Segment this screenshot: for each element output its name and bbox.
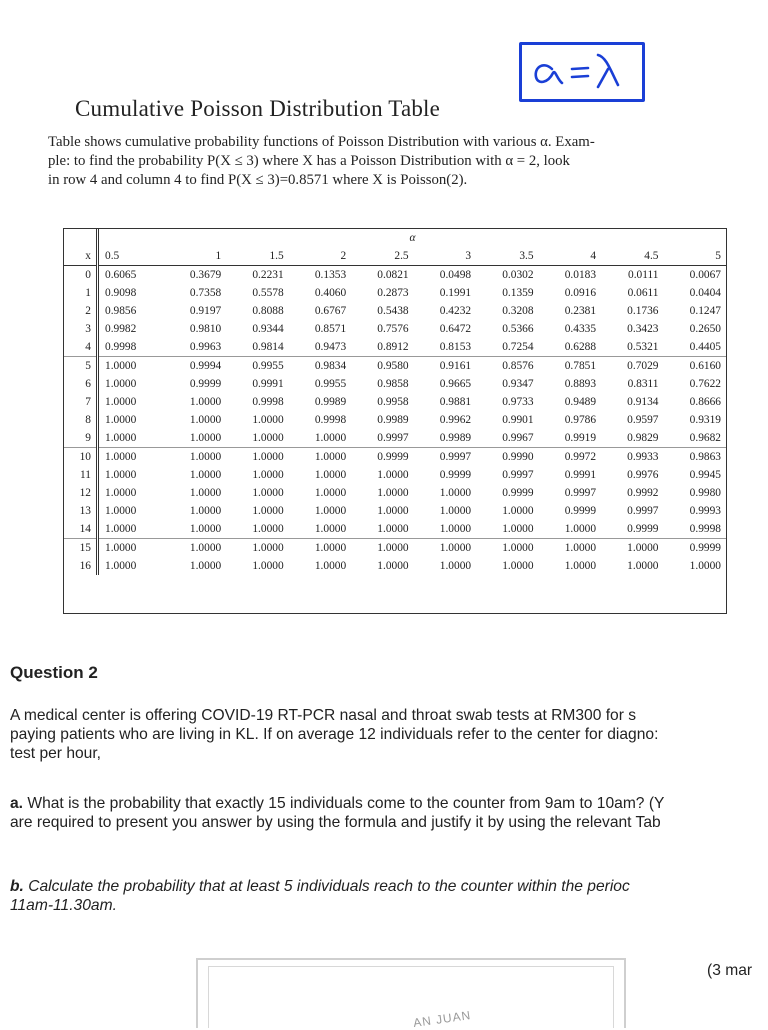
table-cell: 0.6160 (664, 357, 727, 376)
column-header: 1 (164, 247, 226, 266)
table-cell: 1.0000 (105, 487, 137, 499)
table-cell: 1.0000 (502, 560, 534, 572)
question-heading: Question 2 (10, 663, 98, 682)
table-cell: 0.0183 (564, 269, 597, 281)
table-cell: 0.9999 (502, 487, 534, 499)
table-cell: 0.9999 (564, 505, 597, 517)
table-cell: 1.0000 (189, 414, 222, 426)
table-cell: 0.0821 (377, 269, 409, 281)
question-part-a (10, 794, 768, 832)
table-row (64, 411, 726, 429)
table-cell: 0.2650 (689, 323, 721, 335)
table-cell: 0.6065 (105, 269, 137, 281)
table-row (64, 502, 726, 520)
table-cell: 0.9989 (314, 396, 347, 408)
table-cell: 0.9933 (601, 448, 663, 467)
table-title: Cumulative Poisson Distribution Table (75, 96, 441, 121)
table-cell: 0.9665 (439, 378, 472, 390)
table-cell: 0.9473 (314, 341, 347, 353)
table-row (64, 539, 726, 558)
table-cell: 0.5578 (252, 287, 284, 299)
table-cell: 0.9682 (689, 432, 721, 444)
table-cell: 1.0000 (564, 523, 597, 535)
table-cell: 0.9319 (689, 414, 721, 426)
table-cell: 1.0000 (189, 505, 222, 517)
table-cell: 0.9967 (502, 432, 534, 444)
table-cell: 0.9989 (439, 432, 472, 444)
table-cell: 1.0000 (601, 539, 663, 558)
table-cell: 1.0000 (314, 560, 347, 572)
table-cell: 1.0000 (189, 523, 222, 535)
table-cell: 1.0000 (105, 378, 137, 390)
column-header: 4 (539, 247, 601, 266)
row-x-value: 5 (64, 357, 98, 376)
poisson-table-container (63, 228, 727, 614)
row-x-value: 15 (64, 539, 98, 558)
table-cell: 0.0498 (439, 269, 472, 281)
row-x-value: 16 (64, 557, 98, 575)
table-cell: 1.0000 (314, 505, 347, 517)
table-cell: 0.8576 (476, 357, 538, 376)
table-cell: 0.8311 (627, 378, 659, 390)
table-cell: 0.9982 (105, 323, 137, 335)
row-x-value: 0 (64, 266, 98, 285)
row-x-value: 1 (64, 284, 98, 302)
table-cell: 0.9856 (105, 305, 137, 317)
table-cell: 1.0000 (314, 469, 347, 481)
column-header: 4.5 (601, 247, 663, 266)
table-cell: 0.5366 (502, 323, 534, 335)
table-cell: 0.9962 (439, 414, 472, 426)
handwritten-annotation-box (519, 42, 645, 102)
question-part-b (10, 877, 768, 915)
table-cell: 0.9976 (627, 469, 659, 481)
table-cell: 1.0000 (226, 539, 288, 558)
table-cell: 0.8153 (439, 341, 472, 353)
table-cell: 1.0000 (189, 560, 222, 572)
table-cell: 0.9998 (105, 341, 137, 353)
table-cell: 1.0000 (564, 560, 597, 572)
table-cell: 0.7254 (502, 341, 534, 353)
table-cell: 1.0000 (414, 539, 476, 558)
table-row (64, 466, 726, 484)
row-x-value: 6 (64, 375, 98, 393)
table-row (64, 557, 726, 575)
table-cell: 0.9993 (689, 505, 721, 517)
table-cell: 0.4060 (314, 287, 347, 299)
table-cell: 0.9994 (164, 357, 226, 376)
table-cell: 0.2873 (377, 287, 409, 299)
table-cell: 0.9991 (564, 469, 597, 481)
table-cell: 1.0000 (164, 539, 226, 558)
row-x-value: 7 (64, 393, 98, 411)
table-cell: 1.0000 (164, 448, 226, 467)
table-cell: 0.9347 (502, 378, 534, 390)
table-cell: 1.0000 (98, 539, 164, 558)
table-cell: 1.0000 (351, 539, 413, 558)
part-a-text: What is the probability that exactly 15 individuals come to the counter from 9am to 10am? (Y are required to present you answer by using the formula and justify it by using the relevant Tab (10, 795, 665, 831)
table-cell: 0.9881 (439, 396, 472, 408)
table-cell: 0.5321 (627, 341, 659, 353)
table-row (64, 284, 726, 302)
table-cell: 1.0000 (105, 414, 137, 426)
table-cell: 0.9489 (564, 396, 597, 408)
table-cell: 0.9858 (377, 378, 409, 390)
table-row (64, 448, 726, 467)
table-cell: 0.9997 (414, 448, 476, 467)
table-cell: 1.0000 (377, 560, 409, 572)
column-header: 2 (289, 247, 351, 266)
table-cell: 0.6767 (314, 305, 347, 317)
stamp-frame (196, 958, 626, 1028)
alpha-label: α (409, 232, 416, 244)
table-cell: 0.9945 (689, 469, 721, 481)
table-row (64, 266, 726, 285)
table-cell: 0.2231 (252, 269, 284, 281)
table-cell: 0.9989 (377, 414, 409, 426)
table-row (64, 375, 726, 393)
table-description: Table shows cumulative probability functions of Poisson Distribution with various α. Exam- ple: to find the probability P(X ≤ 3) where X has a Poisson Distribution with α = 2, look in row 4 and column 4 to find P(X ≤ 3)=0.8571 where X is Poisson(2). (48, 134, 595, 188)
table-row (64, 484, 726, 502)
table-cell: 0.8088 (252, 305, 284, 317)
column-header: 0.5 (98, 247, 164, 266)
table-cell: 0.8912 (377, 341, 409, 353)
table-cell: 0.8893 (564, 378, 597, 390)
table-cell: 1.0000 (98, 448, 164, 467)
table-cell: 0.8666 (689, 396, 721, 408)
table-cell: 1.0000 (377, 505, 409, 517)
table-cell: 0.0404 (689, 287, 721, 299)
table-cell: 1.0000 (439, 487, 472, 499)
table-cell: 0.7622 (689, 378, 721, 390)
table-cell: 0.3423 (627, 323, 659, 335)
table-cell: 0.8571 (314, 323, 347, 335)
table-row (64, 520, 726, 539)
row-x-value: 4 (64, 338, 98, 357)
table-cell: 0.9958 (377, 396, 409, 408)
table-row (64, 338, 726, 357)
table-cell: 0.9980 (689, 487, 721, 499)
table-cell: 1.0000 (252, 414, 284, 426)
table-cell: 1.0000 (252, 560, 284, 572)
row-x-value: 13 (64, 502, 98, 520)
table-cell: 1.0000 (98, 357, 164, 376)
table-body (64, 266, 726, 576)
table-cell: 0.9998 (252, 396, 284, 408)
table-cell: 1.0000 (105, 432, 137, 444)
table-cell: 0.9580 (351, 357, 413, 376)
x-label: x (64, 247, 98, 266)
table-cell: 1.0000 (105, 505, 137, 517)
column-header: 1.5 (226, 247, 288, 266)
table-cell: 1.0000 (539, 539, 601, 558)
table-cell: 0.9829 (627, 432, 659, 444)
column-header: 5 (664, 247, 727, 266)
table-cell: 0.5438 (377, 305, 409, 317)
row-x-value: 9 (64, 429, 98, 448)
table-cell: 0.9919 (564, 432, 597, 444)
table-cell: 1.0000 (105, 396, 137, 408)
table-cell: 1.0000 (252, 505, 284, 517)
table-cell: 0.1353 (314, 269, 347, 281)
table-cell: 0.9834 (289, 357, 351, 376)
table-cell: 1.0000 (252, 432, 284, 444)
table-cell: 0.9161 (414, 357, 476, 376)
table-cell: 1.0000 (314, 523, 347, 535)
table-cell: 0.9955 (226, 357, 288, 376)
table-row (64, 320, 726, 338)
table-cell: 0.9733 (502, 396, 534, 408)
table-row (64, 393, 726, 411)
table-cell: 0.9997 (502, 469, 534, 481)
row-x-value: 8 (64, 411, 98, 429)
table-cell: 0.0916 (564, 287, 597, 299)
table-cell: 1.0000 (189, 432, 222, 444)
table-cell: 0.4232 (439, 305, 472, 317)
table-cell: 0.9999 (189, 378, 222, 390)
row-x-value: 10 (64, 448, 98, 467)
table-cell: 0.6472 (439, 323, 472, 335)
table-cell: 0.0067 (689, 269, 721, 281)
table-cell: 0.9997 (377, 432, 409, 444)
alpha-header-row (64, 229, 726, 247)
row-x-value: 3 (64, 320, 98, 338)
row-x-value: 12 (64, 484, 98, 502)
row-x-value: 14 (64, 520, 98, 539)
table-cell: 1.0000 (105, 560, 137, 572)
marks-label: (3 mar (707, 962, 753, 979)
table-cell: 1.0000 (377, 487, 409, 499)
table-cell: 1.0000 (689, 560, 721, 572)
column-header: 2.5 (351, 247, 413, 266)
table-cell: 0.7576 (377, 323, 409, 335)
part-b-label: b. (10, 878, 24, 895)
table-cell: 0.9998 (314, 414, 347, 426)
table-cell: 0.1991 (439, 287, 472, 299)
table-cell: 1.0000 (314, 432, 347, 444)
table-cell: 1.0000 (189, 469, 222, 481)
table-cell: 0.0611 (627, 287, 659, 299)
table-cell: 0.7358 (189, 287, 222, 299)
table-cell: 0.9999 (627, 523, 659, 535)
table-cell: 1.0000 (627, 560, 659, 572)
table-cell: 1.0000 (502, 523, 534, 535)
table-cell: 0.9197 (189, 305, 222, 317)
table-cell: 1.0000 (439, 560, 472, 572)
table-cell: 0.1359 (502, 287, 534, 299)
table-cell: 0.3679 (189, 269, 222, 281)
table-cell: 0.9998 (689, 523, 721, 535)
table-cell: 0.9786 (564, 414, 597, 426)
table-cell: 1.0000 (252, 469, 284, 481)
table-row (64, 302, 726, 320)
table-cell: 0.9814 (252, 341, 284, 353)
table-row (64, 357, 726, 376)
table-cell: 0.9992 (627, 487, 659, 499)
table-cell: 1.0000 (289, 448, 351, 467)
table-cell: 0.9990 (476, 448, 538, 467)
table-cell: 0.7851 (539, 357, 601, 376)
column-header-row (64, 247, 726, 266)
table-cell: 0.3208 (502, 305, 534, 317)
question-intro: A medical center is offering COVID-19 RT-PCR nasal and throat swab tests at RM300 for s paying patients who are living in KL. If on average 12 individuals refer to the center for diagno: test per hour, (10, 707, 659, 762)
alpha-equals-lambda-handwriting (522, 45, 640, 97)
table-cell: 0.2381 (564, 305, 597, 317)
table-cell: 1.0000 (439, 523, 472, 535)
table-cell: 0.4405 (689, 341, 721, 353)
table-cell: 0.9901 (502, 414, 534, 426)
table-cell: 0.0111 (628, 269, 659, 281)
table-cell: 0.9344 (252, 323, 284, 335)
table-cell: 0.9997 (564, 487, 597, 499)
table-cell: 0.9999 (439, 469, 472, 481)
table-row (64, 429, 726, 448)
table-cell: 0.9963 (189, 341, 222, 353)
part-a-label: a. (10, 795, 24, 812)
poisson-table (64, 229, 726, 575)
table-cell: 1.0000 (189, 396, 222, 408)
table-cell: 0.6288 (564, 341, 597, 353)
table-cell: 1.0000 (105, 469, 137, 481)
table-cell: 1.0000 (252, 523, 284, 535)
table-cell: 0.9863 (664, 448, 727, 467)
table-cell: 1.0000 (226, 448, 288, 467)
table-cell: 0.1736 (627, 305, 659, 317)
table-cell: 1.0000 (439, 505, 472, 517)
column-header: 3 (414, 247, 476, 266)
table-cell: 0.9972 (539, 448, 601, 467)
table-cell: 0.9597 (627, 414, 659, 426)
table-cell: 0.7029 (601, 357, 663, 376)
table-cell: 1.0000 (377, 469, 409, 481)
table-cell: 0.9997 (627, 505, 659, 517)
table-cell: 1.0000 (289, 539, 351, 558)
table-cell: 0.9955 (314, 378, 347, 390)
table-cell: 1.0000 (377, 523, 409, 535)
table-cell: 1.0000 (314, 487, 347, 499)
table-cell: 1.0000 (189, 487, 222, 499)
row-x-value: 11 (64, 466, 98, 484)
table-cell: 0.9098 (105, 287, 137, 299)
table-cell: 1.0000 (252, 487, 284, 499)
row-x-value: 2 (64, 302, 98, 320)
table-cell: 0.9134 (627, 396, 659, 408)
part-b-text: Calculate the probability that at least 5 individuals reach to the counter within the perioc 11am-11.30am. (10, 878, 630, 914)
table-cell: 0.4335 (564, 323, 597, 335)
table-cell: 1.0000 (502, 505, 534, 517)
table-cell: 0.9999 (664, 539, 727, 558)
stamp-text: AN JUAN (412, 1008, 473, 1030)
column-header: 3.5 (476, 247, 538, 266)
table-cell: 0.1247 (689, 305, 721, 317)
table-cell: 0.9991 (252, 378, 284, 390)
table-cell: 1.0000 (105, 523, 137, 535)
table-cell: 0.0302 (502, 269, 534, 281)
table-cell: 0.9999 (351, 448, 413, 467)
table-cell: 1.0000 (476, 539, 538, 558)
table-cell: 0.9810 (189, 323, 222, 335)
